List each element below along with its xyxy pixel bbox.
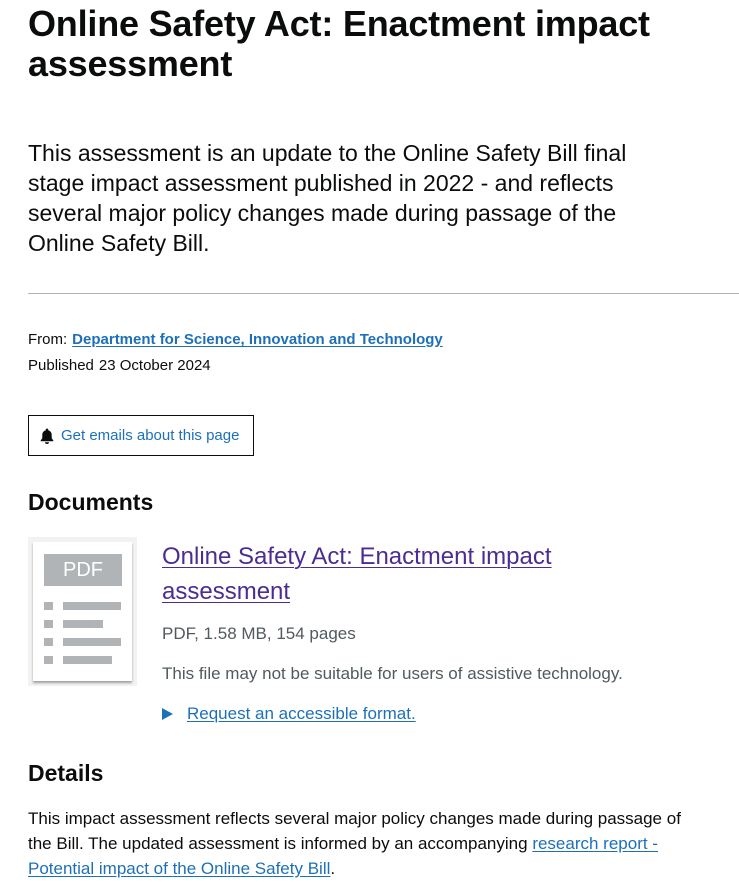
accessibility-warning: This file may not be suitable for users of assistive technology. bbox=[162, 664, 623, 683]
get-emails-button[interactable] bbox=[28, 415, 254, 456]
organisation-link[interactable]: Department for Science, Innovation and Technology bbox=[72, 331, 443, 348]
request-accessible-format-label: Request an accessible format. bbox=[187, 704, 416, 723]
pdf-thumbnail[interactable] bbox=[28, 537, 137, 686]
from-label: From: bbox=[28, 331, 68, 348]
details-text: This impact assessment reflects several major policy changes made during passage of the Bill. The updated assessment is informed by an accompanying bbox=[28, 809, 681, 853]
disclosure-triangle-icon bbox=[162, 708, 173, 720]
published-label: Published bbox=[28, 357, 94, 374]
request-accessible-format-toggle[interactable] bbox=[162, 702, 416, 726]
from-row bbox=[28, 327, 443, 353]
pdf-thumbnail-page bbox=[33, 542, 132, 681]
published-row bbox=[28, 353, 443, 379]
research-report-link[interactable]: research report - Potential impact of the Online Safety Bill bbox=[28, 834, 658, 878]
document-metadata: PDF, 1.58 MB, 154 pages bbox=[162, 624, 356, 643]
published-date: 23 October 2024 bbox=[98, 357, 211, 374]
details-text-end: . bbox=[330, 859, 336, 878]
pdf-thumbnail-label: PDF bbox=[44, 554, 122, 586]
details-paragraph bbox=[28, 806, 688, 881]
document-title-link[interactable]: Online Safety Act: Enactment impact assessment bbox=[162, 543, 552, 605]
page-title: Online Safety Act: Enactment impact assessment bbox=[28, 3, 650, 84]
documents-heading: Documents bbox=[28, 489, 154, 515]
get-emails-label: Get emails about this page bbox=[61, 427, 240, 444]
bell-icon bbox=[40, 428, 54, 444]
details-heading: Details bbox=[28, 760, 104, 786]
page-summary: This assessment is an update to the Online Safety Bill final stage impact assessment published in 2022 - and reflects several major policy changes made during passage of the Online Safety Bill. bbox=[28, 140, 627, 256]
metadata-block bbox=[28, 327, 443, 379]
section-divider bbox=[28, 293, 739, 294]
